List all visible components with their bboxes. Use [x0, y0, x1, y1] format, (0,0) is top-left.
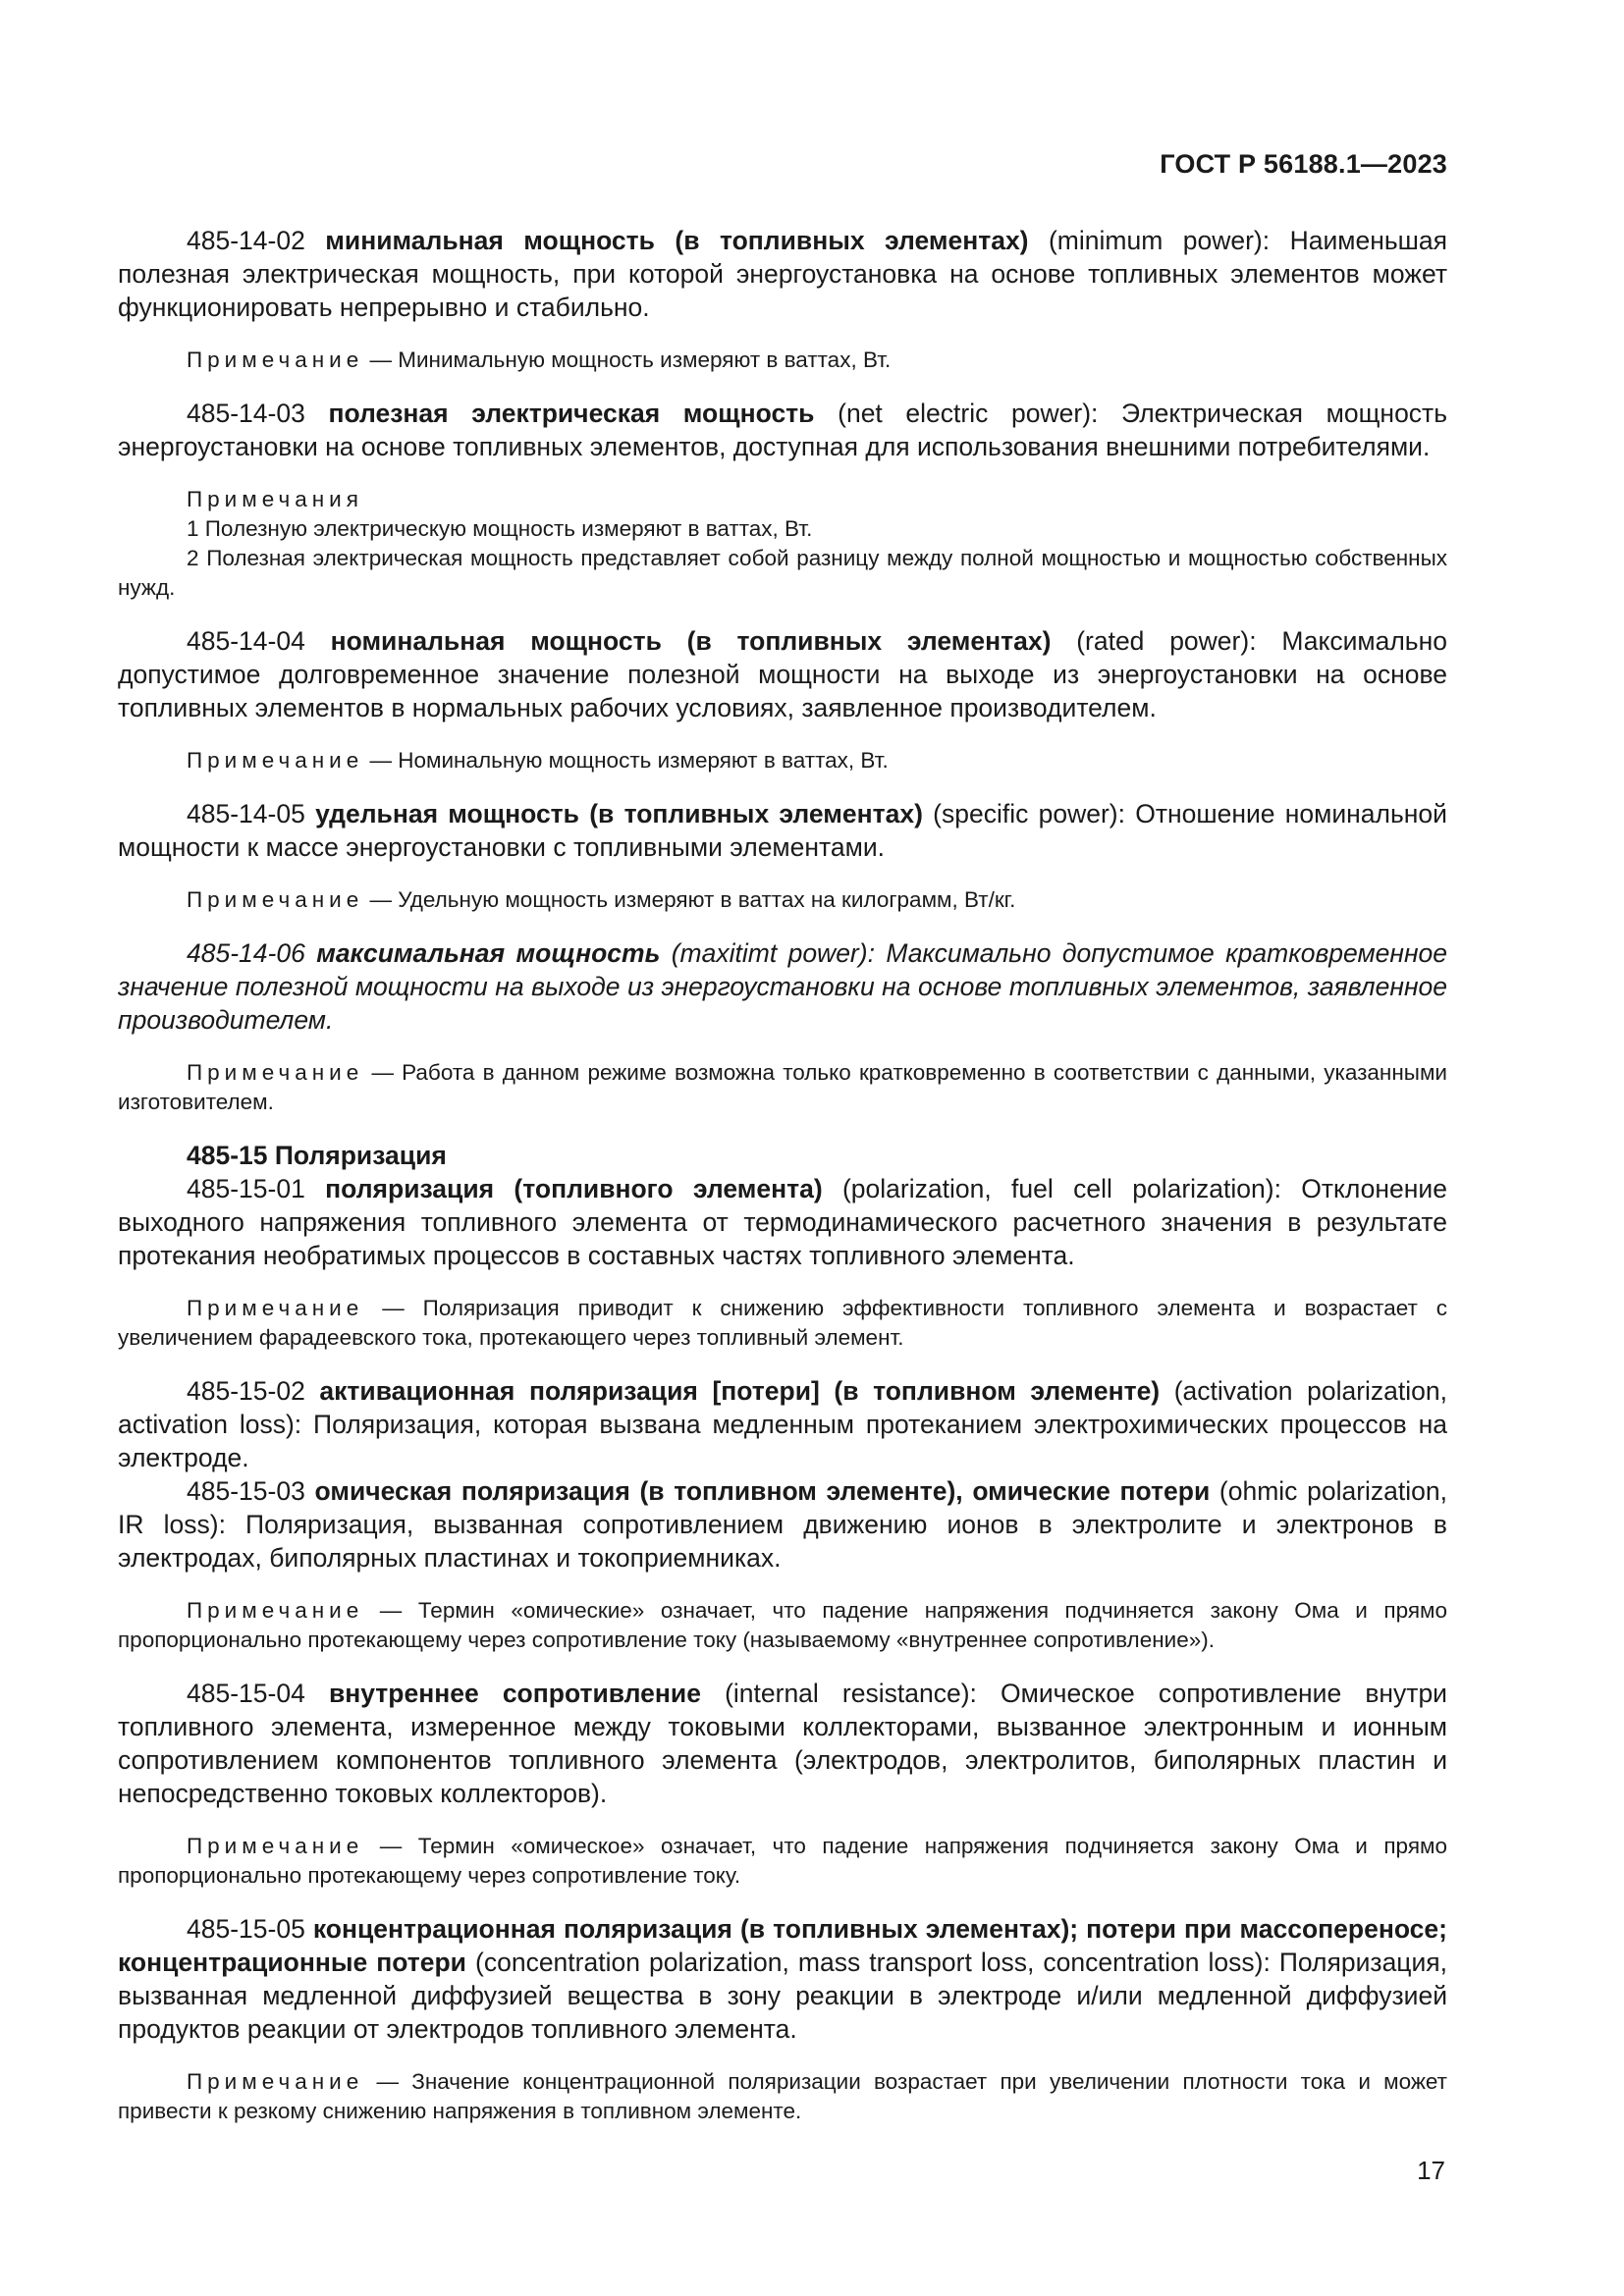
term-name: омическая поляризация (в топливном элементе), омические потери	[314, 1476, 1211, 1506]
term-number: 485-15-04	[187, 1679, 305, 1708]
term-number: 485-14-02	[187, 226, 305, 255]
term-name: концентрационная поляризация (в топливных элементах); потери при массопереносе; концентрационные потери	[118, 1914, 1447, 1977]
term-number: 485-15-02	[187, 1376, 305, 1406]
note-485-15-05	[118, 2067, 1447, 2126]
note-label: Примечание	[187, 1296, 364, 1320]
note-label: Примечание	[187, 1060, 364, 1085]
note-text: — Номинальную мощность измеряют в ваттах, Вт.	[369, 748, 889, 773]
note-text: — Работа в данном режиме возможна только кратковременно в соответствии с данными, указанными изготовителем.	[118, 1060, 1447, 1114]
term-number: 485-14-05	[187, 799, 305, 828]
note-label: Примечание	[187, 347, 364, 372]
page-number: 17	[1417, 2156, 1445, 2185]
term-name: внутреннее сопротивление	[328, 1679, 701, 1708]
term-definition: (internal resistance): Омическое сопротивление внутри топливного элемента, измеренное между токовыми коллекторами, вызванное электронным и ионным сопротивлением компонентов топливного элемента (электродов, электролитов, биполярных пластин и непосредственно токовых коллекторов).	[118, 1679, 1447, 1808]
term-definition: (polarization, fuel cell polarization): Отклонение выходного напряжения топливного элемента от термодинамического расчетного значения в результате протекания необратимых процессов в составных частях топливного элемента.	[118, 1174, 1447, 1270]
standard-header: ГОСТ Р 56188.1—2023	[1160, 149, 1447, 179]
section-title-485-15: 485-15 Поляризация	[187, 1141, 447, 1170]
term-name: активационная поляризация [потери] (в топливном элементе)	[319, 1376, 1161, 1406]
note-485-15-04	[118, 1832, 1447, 1891]
term-definition: (concentration polarization, mass transport loss, concentration loss): Поляризация, вызванная медленной диффузией вещества в зону реакции в электроде и/или медленной диффузией продуктов реакции от электродов топливного элемента.	[118, 1948, 1447, 2044]
term-definition: (ohmic polarization, IR loss): Поляризация, вызванная сопротивлением движению ионов в электролите и электронов в электродах, биполярных пластинах и токоприемниках.	[118, 1476, 1447, 1573]
note-text: — Термин «омическое» означает, что падение напряжения подчиняется закону Ома и прямо пропорционально протекающему через сопротивление току.	[118, 1834, 1447, 1888]
note-label: Примечание	[187, 887, 364, 912]
term-entry-485-15-01	[118, 1172, 1447, 1272]
term-entry-485-14-04	[118, 624, 1447, 724]
note-item-1: 1 Полезную электрическую мощность измеряют в ваттах, Вт.	[187, 516, 813, 541]
term-definition: (activation polarization, activation loss): Поляризация, которая вызвана медленным протеканием электрохимических процессов на электроде.	[118, 1376, 1447, 1472]
term-entry-485-15-04	[118, 1677, 1447, 1810]
term-number: 485-14-04	[187, 626, 305, 656]
term-entry-485-15-05	[118, 1912, 1447, 2046]
note-label: Примечание	[187, 1834, 364, 1858]
term-name: минимальная мощность (в топливных элементах)	[325, 226, 1029, 255]
term-definition: (maxitimt power): Максимально допустимое кратковременное значение полезной мощности на выходе из энергоустановки на основе топливных элементов, заявленное производителем.	[118, 938, 1447, 1035]
term-definition: (net electric power): Электрическая мощность энергоустановки на основе топливных элементов, доступная для использования внешними потребителями.	[118, 399, 1447, 461]
term-number: 485-14-06	[187, 938, 305, 968]
term-number: 485-15-03	[187, 1476, 305, 1506]
term-definition: (minimum power): Наименьшая полезная электрическая мощность, при которой энергоустановка на основе топливных элементов может функционировать непрерывно и стабильно.	[118, 226, 1447, 322]
term-entry-485-14-06	[118, 936, 1447, 1037]
note-text: — Минимальную мощность измеряют в ваттах, Вт.	[369, 347, 892, 372]
notes-title: Примечания	[187, 487, 363, 511]
note-text: — Удельную мощность измеряют в ваттах на килограмм, Вт/кг.	[369, 887, 1016, 912]
term-definition: (rated power): Максимально допустимое долговременное значение полезной мощности на выходе из энергоустановки на основе топливных элементов в нормальных рабочих условиях, заявленное производителем.	[118, 626, 1447, 722]
document-body	[118, 224, 1447, 2126]
term-name: полезная электрическая мощность	[328, 399, 815, 428]
term-number: 485-15-01	[187, 1174, 305, 1203]
note-label: Примечание	[187, 748, 364, 773]
term-number: 485-14-03	[187, 399, 305, 428]
term-entry-485-14-05	[118, 797, 1447, 864]
term-definition: (specific power): Отношение номинальной мощности к массе энергоустановки с топливными элементами.	[118, 799, 1447, 862]
note-text: — Термин «омические» означает, что падение напряжения подчиняется закону Ома и прямо пропорционально протекающему через сопротивление току (называемому «внутреннее сопротивление»).	[118, 1598, 1447, 1652]
note-label: Примечание	[187, 1598, 364, 1623]
note-text: — Поляризация приводит к снижению эффективности топливного элемента и возрастает с увеличением фарадеевского тока, протекающего через топливный элемент.	[118, 1296, 1447, 1350]
term-name: номинальная мощность (в топливных элементах)	[330, 626, 1052, 656]
note-485-14-04	[118, 746, 1447, 775]
term-name: поляризация (топливного элемента)	[325, 1174, 823, 1203]
note-485-14-02	[118, 346, 1447, 375]
note-485-15-03	[118, 1596, 1447, 1655]
term-name: максимальная мощность	[316, 938, 661, 968]
term-entry-485-15-03	[118, 1474, 1447, 1575]
term-name: удельная мощность (в топливных элементах)	[315, 799, 923, 828]
note-label: Примечание	[187, 2069, 364, 2094]
note-485-15-01	[118, 1294, 1447, 1353]
note-485-14-06	[118, 1058, 1447, 1117]
term-entry-485-15-02	[118, 1374, 1447, 1474]
term-entry-485-14-03	[118, 397, 1447, 463]
term-number: 485-15-05	[187, 1914, 305, 1944]
note-485-14-05	[118, 885, 1447, 915]
note-item-2: 2 Полезная электрическая мощность представляет собой разницу между полной мощностью и мощностью собственных нужд.	[118, 546, 1447, 600]
note-text: — Значение концентрационной поляризации возрастает при увеличении плотности тока и может привести к резкому снижению напряжения в топливном элементе.	[118, 2069, 1447, 2123]
term-entry-485-14-02	[118, 224, 1447, 324]
